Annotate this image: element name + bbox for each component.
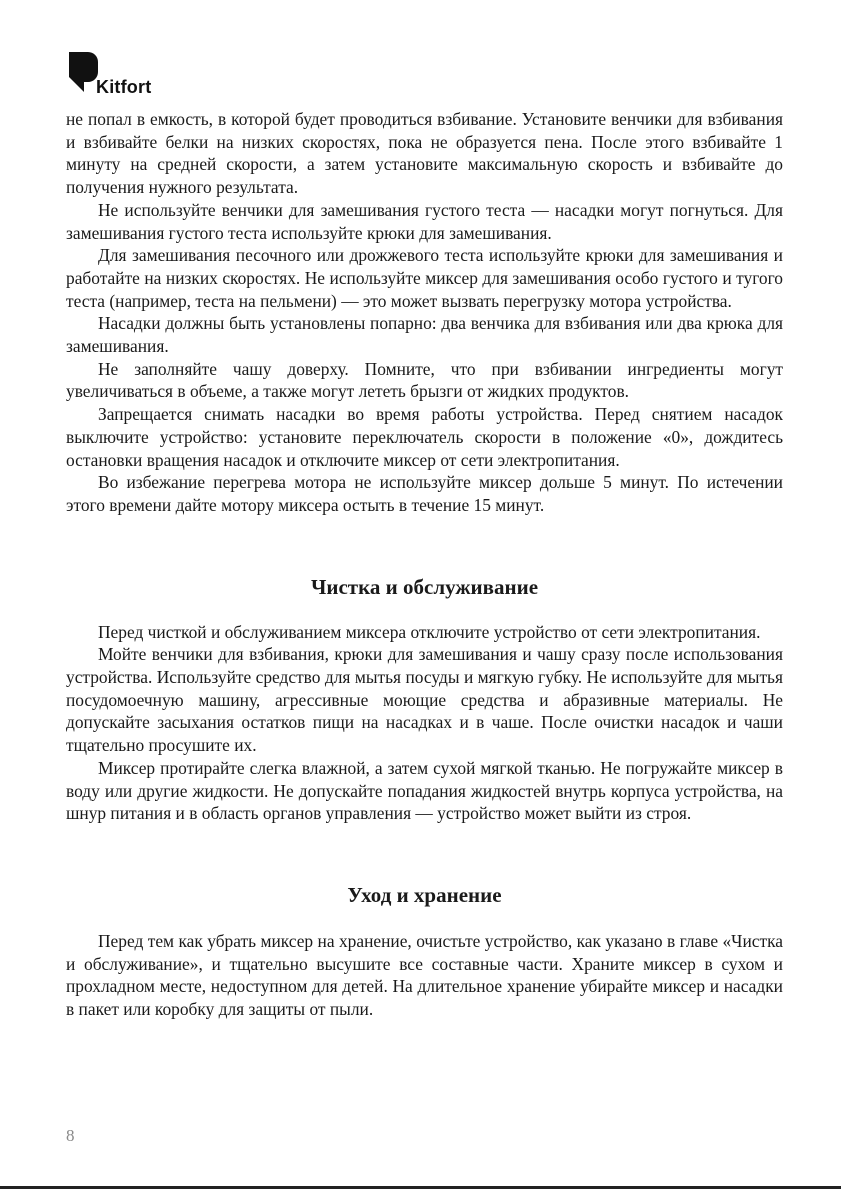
- page-content: [66, 108, 783, 1021]
- paragraph: Перед чисткой и обслуживанием миксера отключите устройство от сети электропитания.: [98, 621, 761, 642]
- paragraph: Во избежание перегрева мотора не используйте миксер дольше 5 минут. По истечении этого времени дайте мотору миксера остыть в течение 15 минут.: [66, 472, 783, 515]
- section-heading-cleaning: Чистка и обслуживание: [310, 574, 539, 599]
- paragraph: Не используйте венчики для замешивания густого теста — насадки могут погнуться. Для замешивания густого теста используйте крюки для замешивания.: [66, 199, 783, 243]
- paragraph: Перед тем как убрать миксер на хранение, очистьте устройство, как указано в главе «Чистка и обслуживание», и тщательно высушите все составные части. Храните миксер в сухом и прохладном месте, недоступном для детей. На длительное хранение убирайте миксер и насадки в пакет или коробку для защиты от пыли.: [66, 930, 783, 1020]
- paragraph: Запрещается снимать насадки во время работы устройства. Перед снятием насадок выключите устройство: установите переключатель скорости в положение «0», дождитесь остановки вращения насадок и отключите миксер от сети электропитания.: [66, 404, 783, 470]
- page-number: 8: [66, 1126, 75, 1145]
- brand-name: Kitfort: [96, 77, 152, 97]
- paragraph: Насадки должны быть установлены попарно: два венчика для взбивания или два крюка для замешивания.: [66, 313, 783, 357]
- paragraph: не попал в емкость, в которой будет проводиться взбивание. Установите венчики для взбивания и взбивайте белки на низких скоростях, пока не образуется пена. После этого взбивайте 1 минуту на средней скорости, а затем установите максимальную скорость и взбивайте до получения нужного результата.: [66, 109, 783, 198]
- paragraph: Миксер протирайте слегка влажной, а затем сухой мягкой тканью. Не погружайте миксер в воду или другие жидкости. Не допускайте попадания жидкостей внутрь корпуса устройства, на шнур питания и в область органов управления — устройство может выйти из строя.: [66, 757, 783, 824]
- kitfort-logo-icon: [66, 50, 100, 94]
- paragraph: Мойте венчики для взбивания, крюки для замешивания и чашу сразу после использования устройства. Используйте средство для мытья посуды и мягкую губку. Не используйте для мытья посудомоечную машину, агрессивные моющие средства и абразивные материалы. Не допускайте засыхания остатков пищи на насадках и в чаше. После очистки насадок и чаши тщательно просушите их.: [66, 644, 783, 756]
- paragraph: Не заполняйте чашу доверху. Помните, что при взбивании ингредиенты могут увеличиваться в объеме, а также могут лететь брызги от жидких продуктов.: [66, 358, 783, 402]
- paragraph: Для замешивания песочного или дрожжевого теста используйте крюки для замешивания и работайте на низких скоростях. Не используйте миксер для замешивания особо густого и тугого теста (например, теста на пельмени) — это может вызвать перегрузку мотора устройства.: [66, 245, 783, 311]
- kitfort-logo: [66, 50, 176, 98]
- section-heading-storage: Уход и хранение: [347, 882, 502, 907]
